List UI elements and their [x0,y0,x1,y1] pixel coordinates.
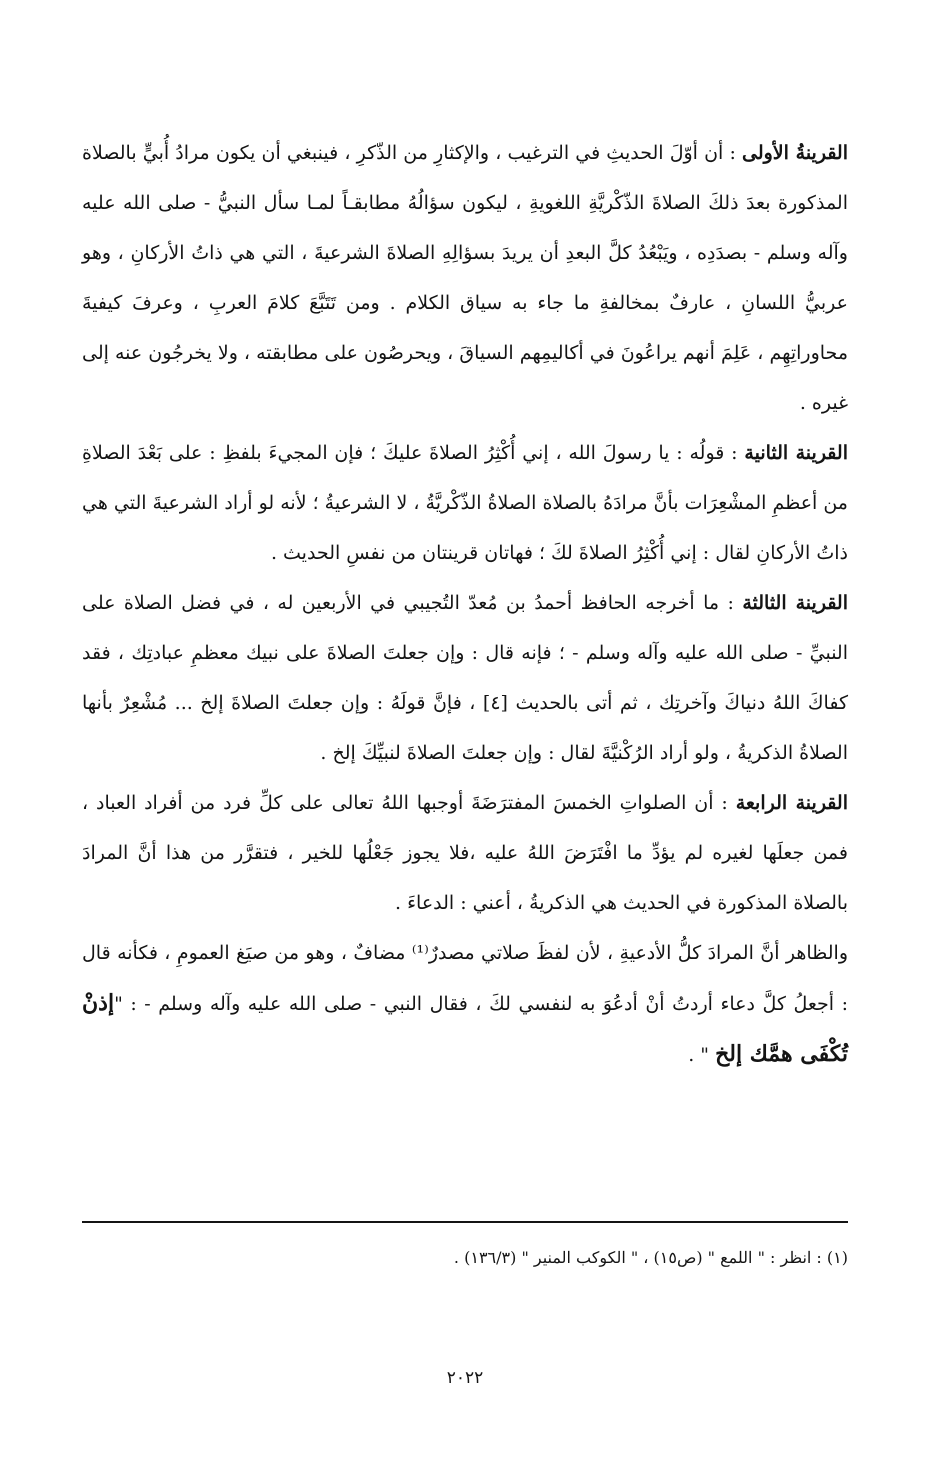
footnote: (١) : انظر : " اللمع " (ص١٥) ، " الكوكب المنير " (١٣٦/٣) . [453,1248,848,1267]
paragraph-first-evidence [82,128,848,428]
paragraph-body: : أن الصلواتِ الخمسَ المفترَضَةَ أوجبها اللهُ تعالى على كلِّ فرد من أفراد العباد ، فمن جعلَها لغيره لم يؤدِّ ما افْتَرَضَ اللهُ عليه ،فلا يجوز جَعْلُها للخير ، فتقرَّر من هذا أنَّ المرادَ بالصلاة المذكورة في الحديث هي الذكريةُ ، أعني : الدعاءَ . [82,792,848,914]
paragraph-fourth-evidence [82,778,848,928]
hadith-quote: إذنْ تُكْفَى همَّك إلخ [82,990,848,1067]
paragraph-tail: " . [688,1044,716,1066]
document-page [82,0,848,1477]
paragraph-third-evidence [82,578,848,778]
paragraph-second-evidence [82,428,848,578]
paragraph-body: : أن أوّلَ الحديثِ في الترغيب ، والإكثارِ من الذّكرِ ، فينبغي أن يكون مرادُ أُبيٍّ بالصلاة المذكورة بعدَ ذلكَ الصلاةَ الذّكْريَّةِ اللغويةِ ، ليكون سؤالُهُ مطابقـاً لمـا سأل النبيُّ - صلى الله عليه وآله وسلم - بصدَدِه ، ويَبْعُدُ كلَّ البعدِ أن يريدَ بسؤالِهِ الصلاةَ الشرعيةَ ، التي هي ذاتُ الأركانِ ، وهو عربيُّ اللسانِ ، عارفٌ بمخالفةِ ما جاء به سياق الكلام . ومن تَتَبَّعَ كلامَ العربِ ، وعرفَ كيفيةَ محاوراتِهِم ، عَلِمَ أنهم يراعُونَ في أكاليمِهم السياقَ ، ويحرصُون على مطابقته ، ولا يخرجُون عنه إلى غيره . [82,142,848,414]
paragraph-body: : ما أخرجه الحافظ أحمدُ بن مُعدّ التُجيبي في الأربعين له ، في فضل الصلاة على النبيِّ - صلى الله عليه وآله وسلم - ؛ فإنه قال : وإن جعلتَ الصلاةَ على نبيك معظمِ عبادتِك ، فقد كفاكَ اللهُ دنياكَ وآخرتِك ، ثم أتى بالحديث [٤] ، فإنَّ قولَهُ : وإن جعلتَ الصلاةَ إلخ ... مُشْعِرٌ بأنها الصلاةُ الذكريةُ ، ولو أراد الرُكْنيَّةَ لقال : وإن جعلتَ الصلاةَ لنبيِّكَ إلخ . [82,592,848,764]
main-text [82,128,848,1080]
footnote-separator [82,1221,848,1223]
paragraph-label: القرينة الرابعة [735,792,848,814]
paragraph-body: والظاهر أنَّ المرادَ كلُّ الأدعيةِ ، لأن لفظَ صلاتي مصدرٌ⁽¹⁾ مضافٌ ، وهو من صيَغ العمومِ ، فكأنه قال : أجعلُ كلَّ دعاء أردتُ أنْ أدعُوَ به لنفسي لكَ ، فقال النبي - صلى الله عليه وآله وسلم - : " [82,942,849,1015]
paragraph-label: القرينةُ الأولى [742,142,848,164]
paragraph-conclusion [82,928,848,1080]
paragraph-label: القرينة الثانية [744,442,848,464]
page-number: ٢٠٢٢ [446,1368,484,1388]
paragraph-label: القرينة الثالثة [742,592,848,614]
paragraph-body: : قولُه : يا رسولَ الله ، إني أُكْثِرُ الصلاةَ عليكَ ؛ فإن المجيءَ بلفظِ : على بَعْدَ الصلاةِ من أعظمِ المشْعِرَات بأنَّ مرادَهُ بالصلاة الصلاةُ الذّكْريَّةُ ، لا الشرعيةُ ؛ لأنه لو أراد الشرعيةَ التي هي ذاتُ الأركانِ لقال : إني أُكْثِرُ الصلاةَ لكَ ؛ فهاتان قرينتان من نفسِ الحديث . [81,442,848,564]
